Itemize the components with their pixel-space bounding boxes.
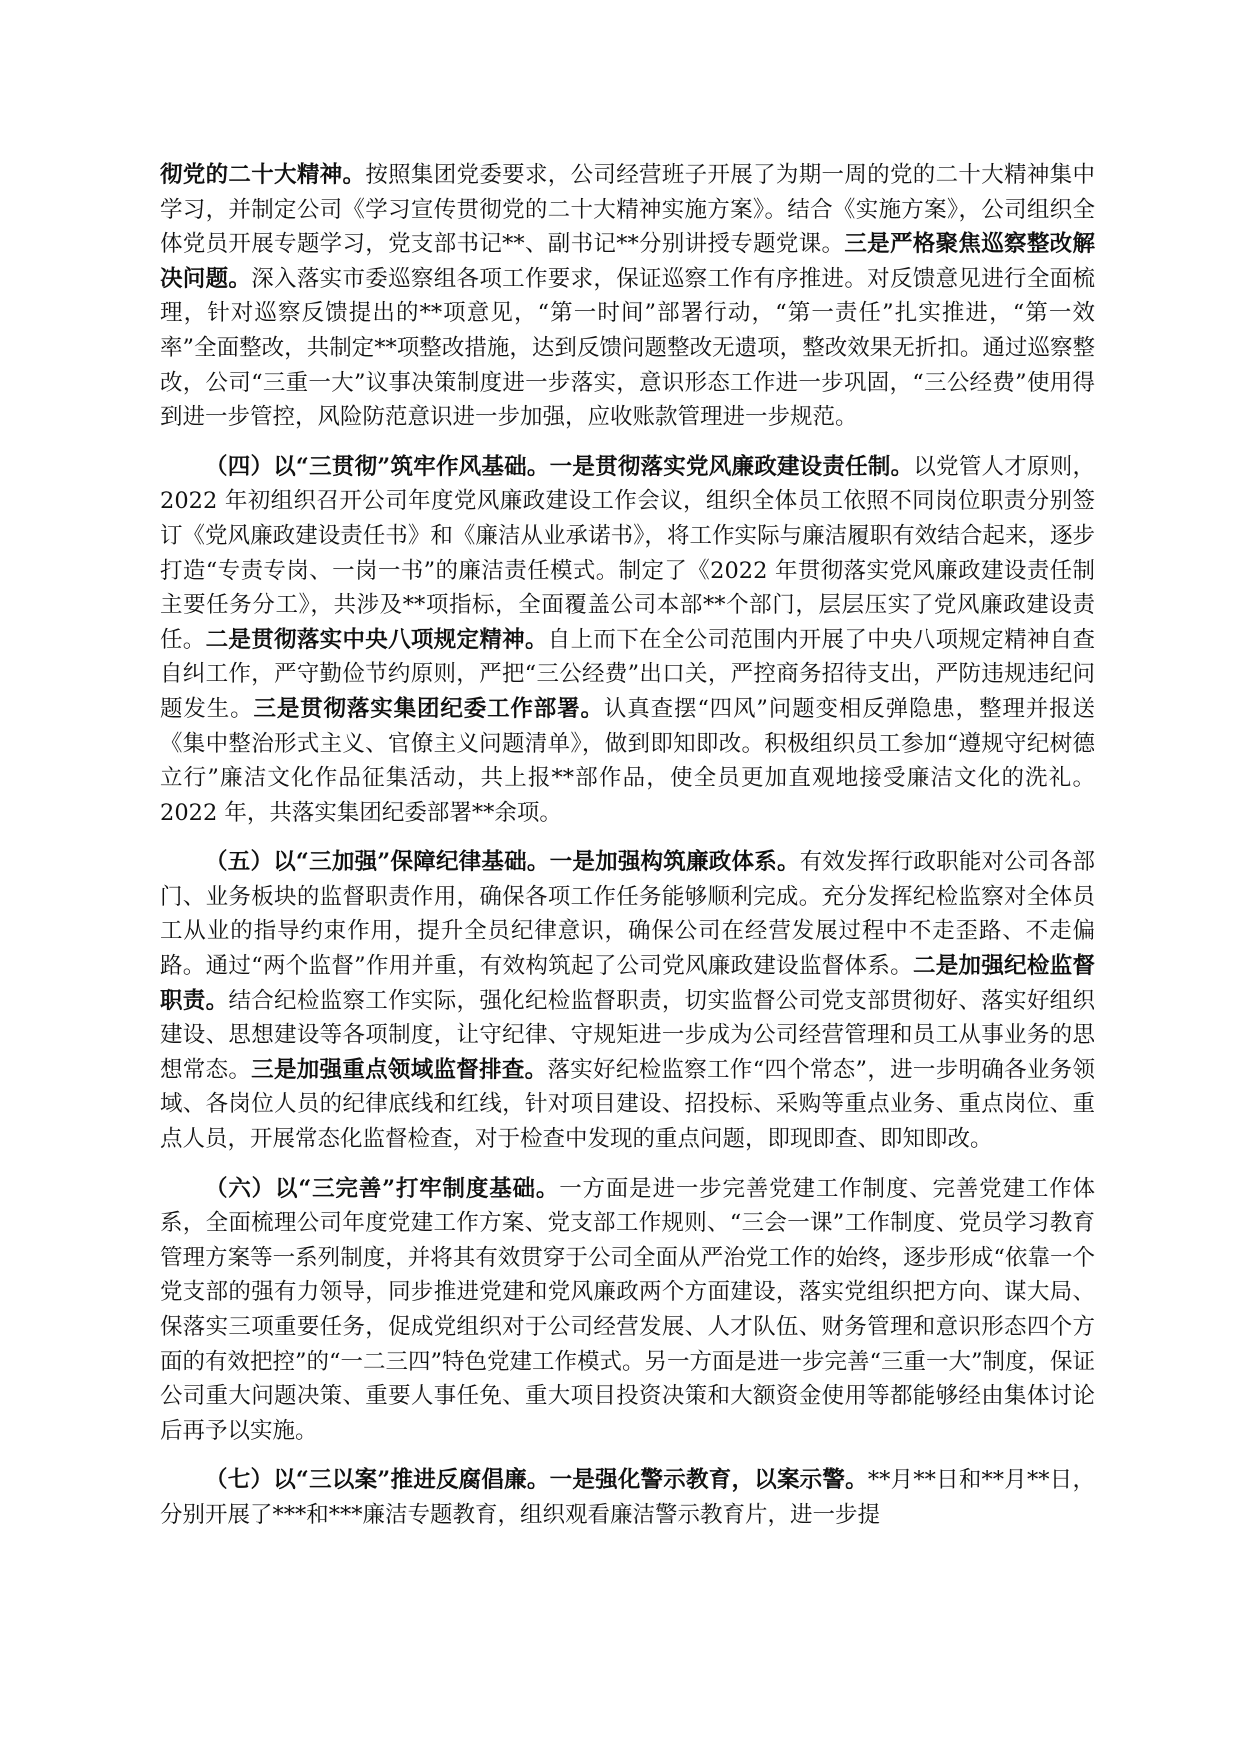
bold-heading-run: （五）以“三加强”保障纪律基础。一是加强构筑廉政体系。 xyxy=(205,849,800,876)
bold-heading-run: （四）以“三贯彻”筑牢作风基础。一是贯彻落实党风廉政建设责任制。 xyxy=(205,453,914,480)
text-run: 落实好纪检监察工作“四个常态”，进一步明确各业务领域、各岗位人员的纪律底线和红线，针对项目建设、招投标、采购等重点业务、重点岗位、重点人员，开展常态化监督检查，对于检查中发现的重点问题，即现即查、即知即改。 xyxy=(160,1056,1095,1153)
bold-heading-run: （六）以“三完善”打牢制度基础。 xyxy=(205,1175,560,1202)
body-paragraph xyxy=(160,450,1095,831)
bold-heading-run: 二是加强纪检监督职责。 xyxy=(160,953,1095,1014)
text-run: 有效发挥行政职能对公司各部门、业务板块的监督职责作用，确保各项工作任务能够顺利完成。充分发挥纪检监察对全体员工从业的指导约束作用，提升全员纪律意识，确保公司在经营发展过程中不走歪路、不走偏路。通过“两个监督”作用并重，有效构筑起了公司党风廉政建设监督体系。 xyxy=(160,849,1095,980)
text-run: 深入落实市委巡察组各项工作要求，保证巡察工作有序推进。对反馈意见进行全面梳理，针对巡察反馈提出的**项意见，“第一时间”部署行动，“第一责任”扎实推进，“第一效率”全面整改，共制定**项整改措施，达到反馈问题整改无遗项，整改效果无折扣。通过巡察整改，公司“三重一大”议事决策制度进一步落实，意识形态工作进一步巩固，“三公经费”使用得到进一步管控，风险防范意识进一步加强，应收账款管理进一步规范。 xyxy=(160,265,1095,431)
text-run: 以党管人才原则，2022 年初组织召开公司年度党风廉政建设工作会议，组织全体员工依照不同岗位职责分别签订《党风廉政建设责任书》和《廉洁从业承诺书》，将工作实际与廉洁履职有效结合起来，逐步打造“专责专岗、一岗一书”的廉洁责任模式。制定了《2022 年贯彻落实党风廉政建设责任制主要任务分工》，共涉及**项指标，全面覆盖公司本部**个部门，层层压实了党风廉政建设责任。 xyxy=(160,453,1095,653)
text-run: 一方面是进一步完善党建工作制度、完善党建工作体系，全面梳理公司年度党建工作方案、党支部工作规则、“三会一课”工作制度、党员学习教育管理方案等一系列制度，并将其有效贯穿于公司全面从严治党工作的始终，逐步形成“依靠一个党支部的强有力领导，同步推进党建和党风廉政两个方面建设，落实党组织把方向、谋大局、保落实三项重要任务，促成党组织对于公司经营发展、人才队伍、财务管理和意识形态四个方面的有效把控”的“一二三四”特色党建工作模式。另一方面是进一步完善“三重一大”制度，保证公司重大问题决策、重要人事任免、重大项目投资决策和大额资金使用等都能够经由集体讨论后再予以实施。 xyxy=(160,1175,1096,1444)
text-run: **月**日和**月**日，分别开展了***和***廉洁专题教育，组织观看廉洁警示教育片，进一步提 xyxy=(160,1467,1095,1528)
bold-heading-run: 三是贯彻落实集团纪委工作部署。 xyxy=(253,695,604,722)
bold-heading-run: （七）以“三以案”推进反腐倡廉。一是强化警示教育，以案示警。 xyxy=(205,1467,868,1494)
text-run: 结合纪检监察工作实际，强化纪检监督职责，切实监督公司党支部贯彻好、落实好组织建设、思想建设等各项制度，让守纪律、守规矩进一步成为公司经营管理和员工从事业务的思想常态。 xyxy=(160,987,1095,1083)
text-run: 按照集团党委要求，公司经营班子开展了为期一周的党的二十大精神集中学习，并制定公司《学习宣传贯彻党的二十大精神实施方案》。结合《实施方案》，公司组织全体党员开展专题学习，党支部书记**、副书记**分别讲授专题党课。 xyxy=(160,162,1095,258)
bold-heading-run: 三是严格聚焦巡察整改解决问题。 xyxy=(160,231,1095,292)
body-paragraph xyxy=(160,1172,1095,1449)
document-page xyxy=(160,158,1095,1533)
text-run: 自上而下在全公司范围内开展了中央八项规定精神自查自纠工作，严守勤俭节约原则，严把“三公经费”出口关，严控商务招待支出，严防违规违纪问题发生。 xyxy=(160,626,1095,722)
bold-heading-run: 二是贯彻落实中央八项规定精神。 xyxy=(205,626,548,653)
body-paragraph xyxy=(160,158,1095,435)
text-run: 认真查摆“四风”问题变相反弹隐患，整理并报送《集中整治形式主义、官僚主义问题清单》，做到即知即改。积极组织员工参加“遵规守纪树德立行”廉洁文化作品征集活动，共上报**部作品，使全员更加直观地接受廉洁文化的洗礼。2022 年，共落实集团纪委部署**余项。 xyxy=(160,695,1095,826)
bold-heading-run: 三是加强重点领域监督排查。 xyxy=(251,1056,548,1083)
body-paragraph xyxy=(160,845,1095,1156)
bold-heading-run: 彻党的二十大精神。 xyxy=(160,162,366,188)
body-paragraph xyxy=(160,1463,1095,1532)
